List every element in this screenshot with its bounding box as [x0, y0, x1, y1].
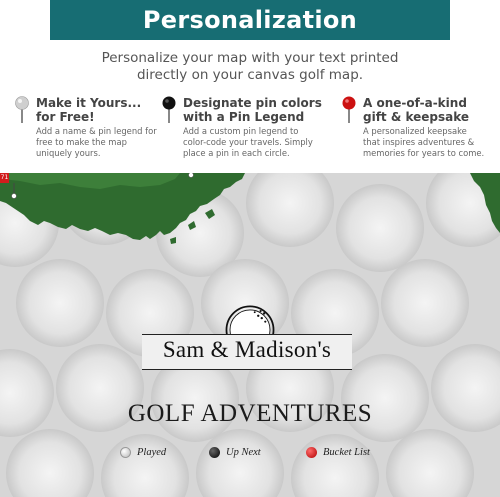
black-pin-icon	[161, 96, 177, 124]
legend-label: Up Next	[226, 447, 261, 458]
white-pin-dot-icon	[120, 447, 131, 458]
feature-description: A personalized keepsake that inspires adventures & memories for years to come.	[363, 126, 485, 158]
legend-label: Bucket List	[323, 447, 370, 458]
feature-title: Designate pin colors with a Pin Legend	[183, 96, 322, 124]
feature-title: A one-of-a-kind gift & keepsake	[363, 96, 470, 124]
subtitle-line: Personalize your map with your text printed	[101, 50, 399, 66]
feature-description: Add a name & pin legend for free to make the map uniquely yours.	[36, 126, 157, 158]
personalized-names: Sam & Madison's	[162, 337, 332, 362]
subtitle-line: directly on your canvas golf map.	[136, 67, 364, 83]
section-title-banner: Personalization	[50, 0, 450, 40]
red-pin-dot-icon	[306, 447, 317, 458]
feature-description: Add a custom pin legend to color-code your travels. Simply place a pin in each circle.	[183, 126, 313, 158]
section-subtitle	[0, 50, 500, 84]
white-pin-icon	[14, 96, 30, 124]
map-course-number-badge: 71	[0, 174, 9, 181]
map-title: GOLF ADVENTURES	[127, 400, 373, 427]
map-pin-marker	[189, 173, 194, 178]
red-pin-icon	[341, 96, 357, 124]
legend-label: Played	[137, 447, 167, 458]
black-pin-dot-icon	[209, 447, 220, 458]
feature-title: Make it Yours... for Free!	[36, 96, 142, 124]
